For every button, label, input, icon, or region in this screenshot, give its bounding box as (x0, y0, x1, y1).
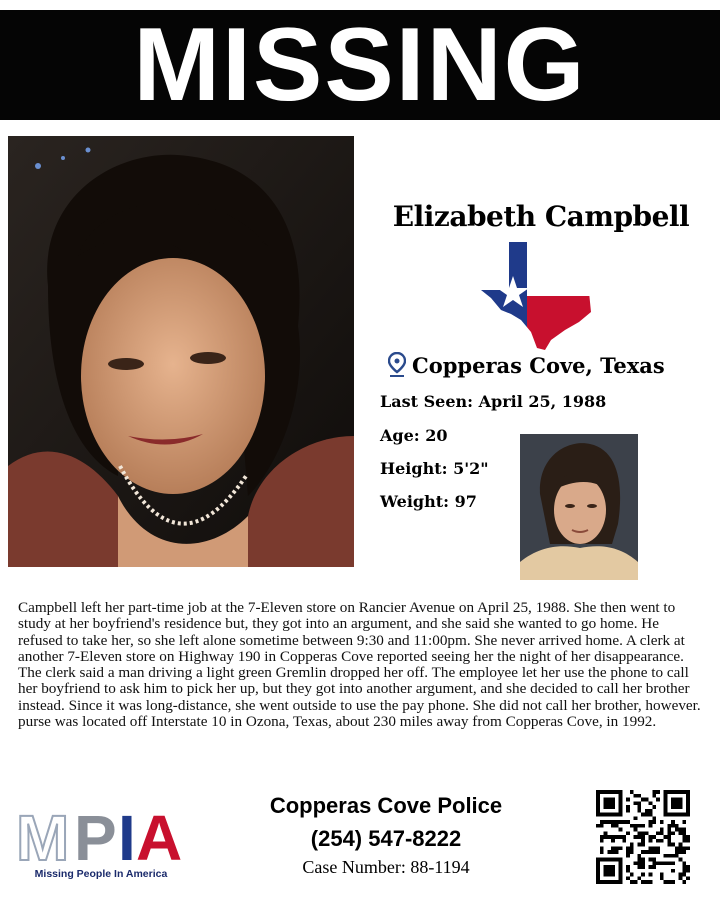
svg-text:M: M (16, 804, 70, 866)
texas-flag-map (479, 240, 597, 352)
mpia-tagline: Missing People In America (34, 868, 168, 880)
missing-banner (0, 7, 720, 123)
last-seen-date: Last Seen: April 25, 1988 (380, 392, 607, 411)
case-description: Campbell left her part-time job at the 7-Eleven store on Rancier Avenue on April 25, 1988. She then went to study at her boyfriend's residence but, they got into an argument, and she said she wanted to go home. He refused to take her, so she left alone sometime between 9:30 and 11:00pm. She never arrived home. A clerk at another 7-Eleven store on Highway 190 in Copperas Cove reported seeing her the night of her disappearance. The clerk said a man driving a light green Gremlin dropped her off. The employee let her use the phone to call her boyfriend to ask him to pick her up, but they got into another argument, and she decided to call her brother instead. Since it was long-distance, she went outside to use the pay phone. She did not call her brother, however. purse was located off Interstate 10 in Ozona, Texas, about 230 miles away from Copperas Cove, in 1992. (18, 599, 701, 731)
svg-text:A: A (136, 804, 183, 866)
age-value: Age: 20 (380, 426, 448, 445)
qr-code[interactable] (596, 790, 690, 884)
banner-title: MISSING (133, 7, 587, 123)
age-progression-photo (520, 434, 638, 580)
victim-photo (8, 136, 354, 567)
weight-value: Weight: 97 (380, 492, 477, 511)
location-pin-icon (388, 352, 406, 378)
contact-agency: Copperas Cove Police (269, 793, 503, 818)
height-value: Height: 5'2" (380, 459, 489, 478)
missing-person-name: Elizabeth Campbell (392, 200, 690, 233)
contact-phone[interactable]: (254) 547-8222 (310, 826, 462, 851)
svg-text:P: P (74, 804, 117, 866)
case-number: Case Number: 88-1194 (302, 857, 470, 877)
location-text: Copperas Cove, Texas (412, 352, 665, 378)
svg-text:I: I (118, 804, 136, 866)
last-known-location (388, 352, 665, 378)
